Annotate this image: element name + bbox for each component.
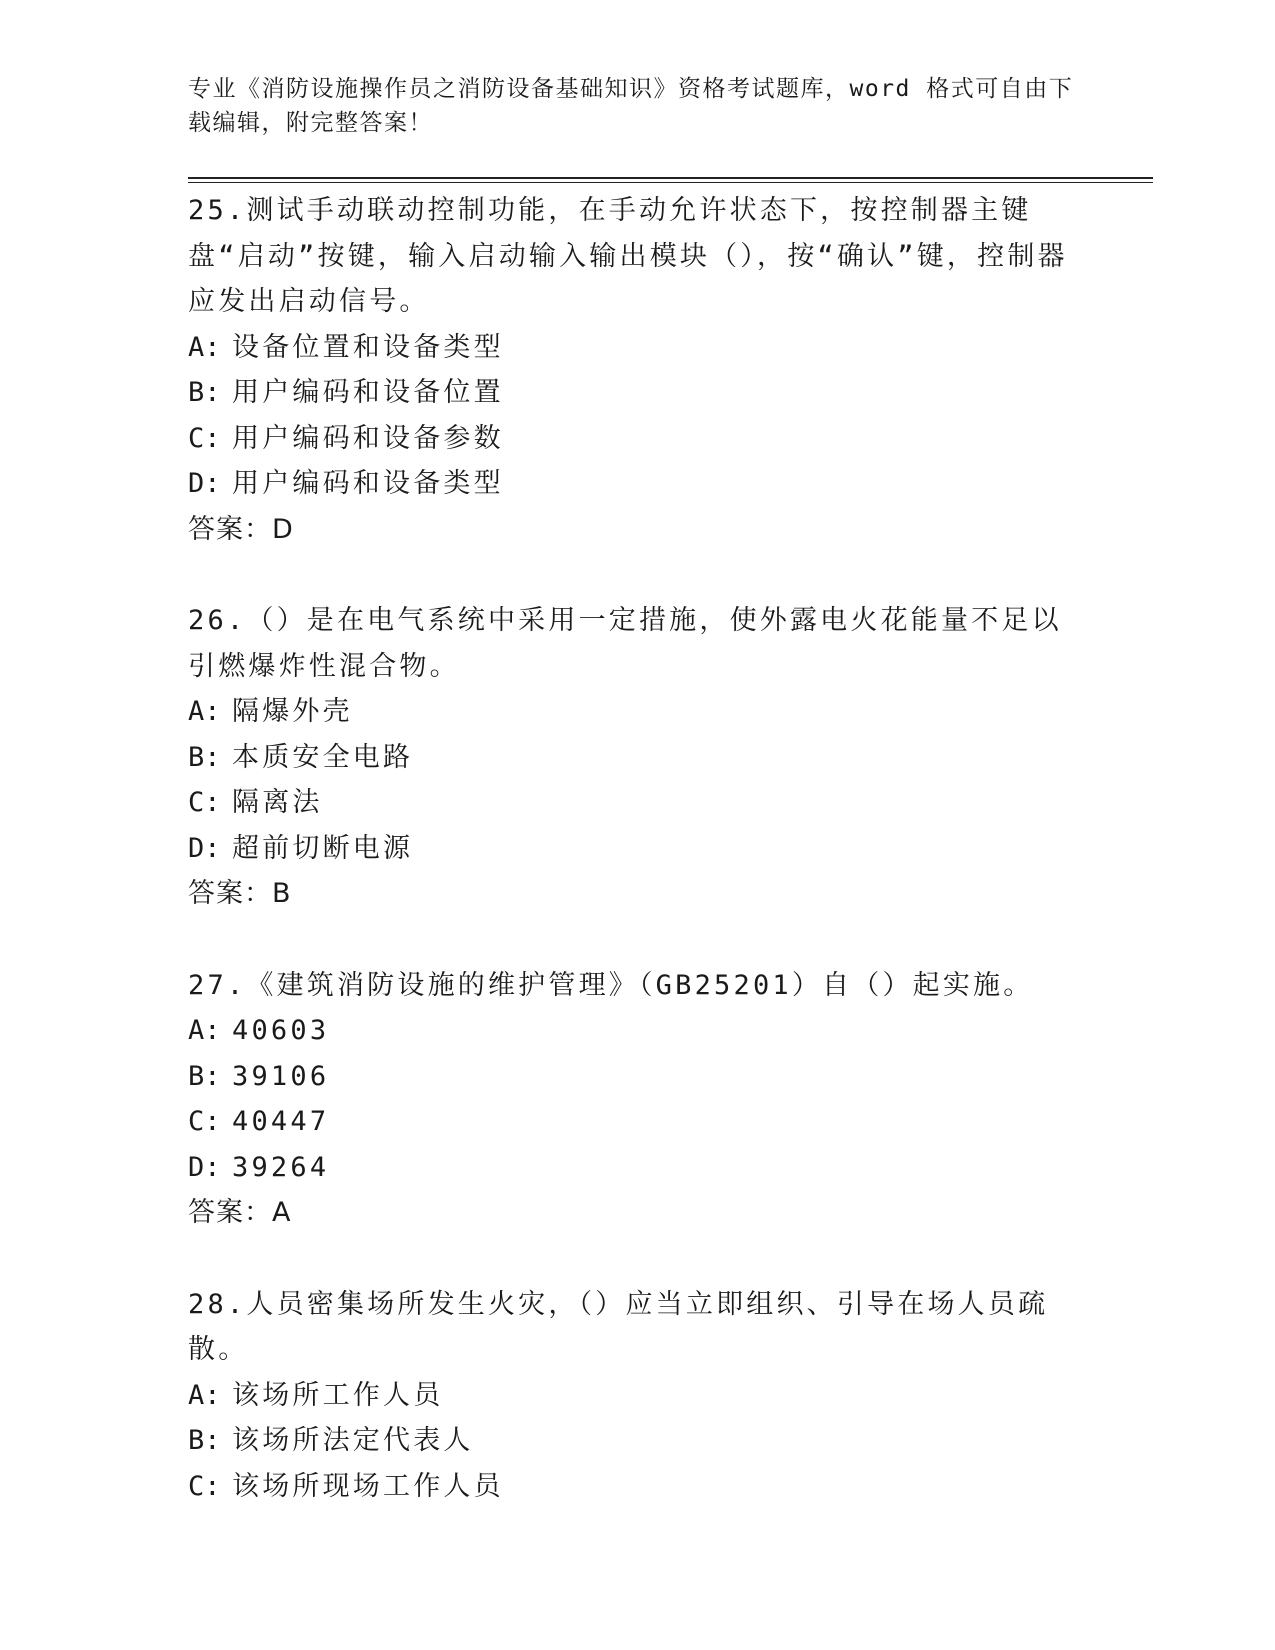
question-27 — [188, 963, 1088, 1236]
answer-line: 答案：D — [188, 513, 294, 545]
option-letter: C: — [188, 787, 221, 818]
option-letter: C: — [188, 1106, 221, 1137]
option-a — [188, 1008, 1088, 1054]
option-text: 设备位置和设备类型 — [232, 331, 504, 363]
option-a — [188, 689, 1088, 735]
option-text: 39264 — [232, 1151, 330, 1183]
header-divider-thin — [188, 182, 1153, 183]
option-text: 用户编码和设备类型 — [232, 468, 504, 499]
option-b — [188, 1418, 1088, 1464]
question-stem: 27.《建筑消防设施的维护管理》（GB25201）自（）起实施。 — [188, 969, 1034, 1001]
option-text: 40447 — [232, 1106, 330, 1137]
header-line-2: 载编辑，附完整答案！ — [188, 110, 433, 136]
option-letter: A: — [188, 1015, 221, 1046]
option-d — [188, 826, 1088, 872]
option-text: 该场所现场工作人员 — [232, 1470, 504, 1502]
option-c — [188, 1099, 1088, 1145]
option-letter: D: — [188, 468, 221, 499]
option-letter: B: — [188, 1425, 221, 1456]
option-c — [188, 1464, 1088, 1510]
option-letter: D: — [188, 832, 221, 864]
question-26 — [188, 598, 1088, 917]
option-letter: B: — [188, 377, 221, 408]
option-letter: D: — [188, 1151, 221, 1183]
question-stem: 28.人员密集场所发生火灾，（）应当立即组织、引导在场人员疏散。 — [188, 1288, 1049, 1365]
option-a — [188, 325, 1088, 371]
option-letter: B: — [188, 1060, 221, 1092]
option-text: 用户编码和设备位置 — [232, 377, 504, 408]
option-text: 隔离法 — [232, 787, 323, 818]
question-stem: 25.测试手动联动控制功能，在手动允许状态下，按控制器主键盘“启动”按键，输入启动输入输出模块（），按“确认”键，控制器应发出启动信号。 — [188, 195, 1068, 317]
option-text: 40603 — [232, 1015, 330, 1046]
option-text: 39106 — [232, 1060, 330, 1092]
option-text: 隔爆外壳 — [232, 696, 353, 727]
question-list — [188, 188, 1088, 1555]
option-b — [188, 735, 1088, 781]
question-28 — [188, 1282, 1088, 1510]
option-b — [188, 370, 1088, 416]
answer-line: 答案：B — [188, 878, 292, 909]
option-letter: A: — [188, 1379, 221, 1411]
option-letter: C: — [188, 1470, 221, 1502]
option-text: 本质安全电路 — [232, 741, 414, 773]
option-text: 超前切断电源 — [232, 832, 414, 864]
option-letter: A: — [188, 331, 221, 363]
option-d — [188, 461, 1088, 507]
option-letter: B: — [188, 741, 221, 773]
option-d — [188, 1145, 1088, 1191]
answer-line: 答案：A — [188, 1197, 292, 1228]
option-letter: A: — [188, 696, 221, 727]
header-line-1: 专业《消防设施操作员之消防设备基础知识》资格考试题库，word 格式可自由下 — [188, 76, 1074, 102]
option-b — [188, 1054, 1088, 1100]
header-divider-thick — [188, 177, 1153, 179]
question-stem: 26.（）是在电气系统中采用一定措施，使外露电火花能量不足以引燃爆炸性混合物。 — [188, 605, 1062, 682]
option-a — [188, 1373, 1088, 1419]
document-header — [188, 72, 1088, 140]
question-25 — [188, 188, 1088, 552]
option-c — [188, 416, 1088, 462]
option-letter: C: — [188, 422, 221, 454]
option-c — [188, 780, 1088, 826]
option-text: 用户编码和设备参数 — [232, 422, 504, 454]
option-text: 该场所法定代表人 — [232, 1425, 474, 1456]
option-text: 该场所工作人员 — [232, 1379, 444, 1411]
